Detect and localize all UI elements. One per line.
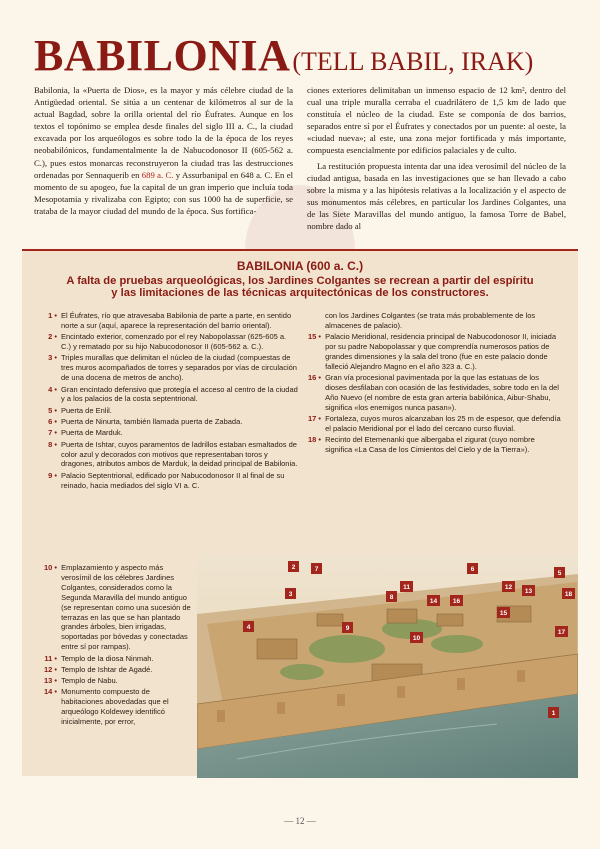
panel-subtitle: A falta de pruebas arqueológicas, los Jardines Colgantes se recrean a partir del espíritu y las limitaciones de las técnicas arquitectónicas de los constructores. [66,275,534,300]
svg-text:17: 17 [557,629,566,636]
legend-item [44,654,192,664]
legend-text: Templo de la diosa Ninmah. [61,653,154,663]
svg-text:18: 18 [564,591,573,598]
marker-4 [243,621,254,632]
legend-text: Triples murallas que delimitan el núcleo de la ciudad (compuestas de tres muros acompañados de torres y separados por vías de circulación de una docena de metros de ancho). [61,353,297,383]
page-number: — 12 — [284,816,316,826]
marker-18 [562,588,575,599]
marker-17 [555,626,568,637]
legend-item [44,471,298,491]
marker-16 [450,595,463,606]
legend-number: 7 • [48,428,57,438]
page-title [34,30,533,81]
intro-paragraph: La restitución propuesta intenta dar una idea verosímil del núcleo de la ciudad antigua, basada en las investigaciones que se han llevado a cabo sobre la misma y a las hipótesis relativas a la localización y el aspecto de sus monumentos más célebres, en particular los Jardines Colgantes, una de las Siete Maravillas del mundo antiguo, la famosa Torre de Babel, nombre dado al [307,160,566,232]
svg-text:11: 11 [403,584,410,591]
legend-number: 1 • [48,311,57,320]
svg-text:9: 9 [345,625,350,632]
svg-text:6: 6 [470,566,475,573]
legend-number: 18 • [308,435,322,445]
marker-5 [554,567,565,578]
legend-number: 10 • [44,563,58,572]
svg-text:4: 4 [246,624,251,631]
panel-title: BABILONIA (600 a. C.) [236,259,364,273]
legend-left-lower [44,563,192,728]
legend-text: Gran encintado defensivo que protegía el acceso al centro de la ciudad y a los palacios de la costa septentrional. [61,384,298,404]
legend-text: Palacio Meridional, residencia principal de Nabucodonosor II, iniciada por su padre Nabopolassar y que comprendía numerosos patios de grandes dimensiones y la sala del trono (fue en este palacio donde falleció Alejandro Magno en el año 323 a. C.). [325,332,557,371]
legend-text: Monumento compuesto de habitaciones abovedadas que el arqueólogo Koldewey identificó inicialmente, por error, [61,687,169,727]
marker-15 [497,607,510,618]
legend-text: con los Jardines Colgantes (se trata más probablemente de los almacenes de palacio). [325,311,536,330]
svg-text:5: 5 [557,570,562,577]
legend-number: 17 • [308,414,322,424]
legend-number: 9 • [48,470,57,480]
legend-right [308,311,562,457]
legend-item [44,406,298,416]
legend-number [308,311,321,331]
title-main: BABILONIA [34,31,291,80]
intro-paragraph: ciones exteriores delimitaban un inmenso espacio de 12 km², dentro del cual una triple muralla cerraba el cuadrilátero de 1,5 km de lado que constituía el núcleo de la ciudad. Este se componía de dos barrios, separados entre sí por el Éufrates y conectados por un puente: al oeste, la «ciudad nueva»; al este, una zona mejor fortificada y más importante, compuesta esencialmente por edificios palaciales y de culto. [307,85,566,156]
svg-text:12: 12 [504,584,513,591]
legend-text: Palacio Septentrional, edificado por Nabucodonosor II al final de su reinado, hacia mediados del siglo VI a. C. [61,470,285,490]
marker-6 [467,563,478,574]
legend-item [308,311,562,331]
legend-item [44,353,298,383]
intro-column-2 [307,84,566,235]
legend-item [308,332,562,372]
legend-number: 12 • [44,664,58,674]
legend-number: 3 • [48,353,57,363]
marker-12 [502,581,515,592]
legend-number: 2 • [48,332,57,342]
marker-8 [386,591,397,602]
legend-number: 4 • [48,384,57,394]
legend-item [44,332,298,352]
marker-11 [400,581,413,592]
city-illustration [197,554,578,778]
legend-text: Fortaleza, cuyos muros alcanzaban los 25 m de espesor, que defendía el palacio Meridional por el lado del cercano curso fluvial. [325,414,561,434]
legend-item [44,563,192,652]
legend-number: 14 • [44,687,58,697]
marker-2 [288,561,299,572]
legend-number: 8 • [48,439,57,449]
legend-text: Templo de Nabu. [61,676,118,686]
legend-item [308,414,562,434]
marker-1 [548,707,559,718]
marker-13 [522,585,535,596]
legend-item [44,417,298,427]
intro-text [34,84,566,235]
marker-10 [410,632,423,643]
legend-text: Templo de Ishtar de Agadé. [61,664,153,674]
svg-text:15: 15 [499,610,508,617]
legend-number: 6 • [48,417,57,427]
legend-number: 16 • [308,373,322,383]
legend-item [44,676,192,686]
legend-text: Puerta de Marduk. [61,428,123,438]
legend-text: Puerta de Enlil. [61,405,112,415]
intro-paragraph: Babilonia, la «Puerta de Dios», es la mayor y más célebre ciudad de la Antigüedad oriental. Se sitúa a un centenar de kilómetros al sur de la actual Bagdad, sobre la orilla oriental del río Éufrates. Aunque en los textos el topónimo se emplea desde finales del siglo III a. C., la ciudad excavada por los arqueólogos es sobre todo la de la época de los reyes neobabilónicos, fundamentalmente la de Nabucodonosor II (605-562 a. C.), pues estos monarcas reconstruyeron la ciudad tras las destrucciones ordenadas por Sennaquerib en 689 a. C. y Assurbanipal en 648 a. C. En el momento de su apogeo, fue la capital de un gran imperio que incluía toda Mesopotamia y rivalizaba con Egipto; con sus 1000 ha de superficie, se trataba de la mayor ciudad del mundo de la época. Sus fortifica- [34,85,293,216]
intro-column-1 [34,84,293,235]
legend-item [44,385,298,405]
svg-text:2: 2 [291,564,296,571]
panel-header [22,251,578,300]
legend-text: Puerta de Ninurta, también llamada puerta de Zabada. [61,417,243,427]
marker-14 [427,595,440,606]
svg-text:13: 13 [524,588,533,595]
svg-text:10: 10 [412,635,421,642]
legend-item [44,665,192,675]
legend-number: 11 • [44,653,57,663]
marker-7 [311,563,322,574]
svg-text:14: 14 [429,598,438,605]
legend-item [44,311,298,331]
legend-item [308,373,562,413]
legend-text: Encintado exterior, comenzado por el rey Nabopolassar (625-605 a. C.) y rematado por su hijo Nabucodonosor II (605-562 a. C.). [61,332,287,352]
svg-text:3: 3 [288,591,293,598]
legend-item [308,435,562,455]
marker-9 [342,622,353,633]
info-panel [22,249,578,776]
legend-item [44,440,298,470]
svg-text:1: 1 [551,710,556,717]
legend-number: 15 • [308,332,322,342]
legend-left [44,311,298,492]
legend-text: Puerta de Ishtar, cuyos paramentos de ladrillos estaban esmaltados de color azul y decorados con motivos que representaban toros y dragones, atributos ambos de Marduk, la deidad principal de Babilonia. [61,439,298,469]
marker-3 [285,588,296,599]
svg-text:8: 8 [389,594,394,601]
legend-number: 13 • [44,676,58,686]
legend-text: Emplazamiento y aspecto más verosímil de los célebres Jardines Colgantes, considerados como la Segunda Maravilla del mundo antiguo (se representan como una sucesión de terrazas en las que se han plantado grandes árboles, bien irrigadas, soportadas por bóvedas y conectadas entre sí por rampas). [61,563,191,652]
svg-text:7: 7 [314,566,319,573]
legend-text: El Éufrates, río que atravesaba Babilonia de parte a parte, en sentido norte a sur (aquí, aparece la representación del barrio oriental). [61,311,292,330]
legend-item [44,428,298,438]
title-location: (TELL BABIL, IRAK) [292,47,534,76]
svg-text:16: 16 [452,598,461,605]
legend-number: 5 • [48,405,57,415]
legend-text: Gran vía procesional pavimentada por la que las estatuas de los dioses desfilaban con ocasión de las festividades, sobre todo en la del Año Nuevo (el nombre de esta gran arteria babilónica, Aibur-Shabu, significa «los enemigos nunca pasan»). [325,373,559,412]
legend-item [44,687,192,727]
legend-text: Recinto del Etemenanki que albergaba el zigurat (cuyo nombre significa «La Casa de los Cimientos del Cielo y de la Tierra»). [325,435,535,455]
